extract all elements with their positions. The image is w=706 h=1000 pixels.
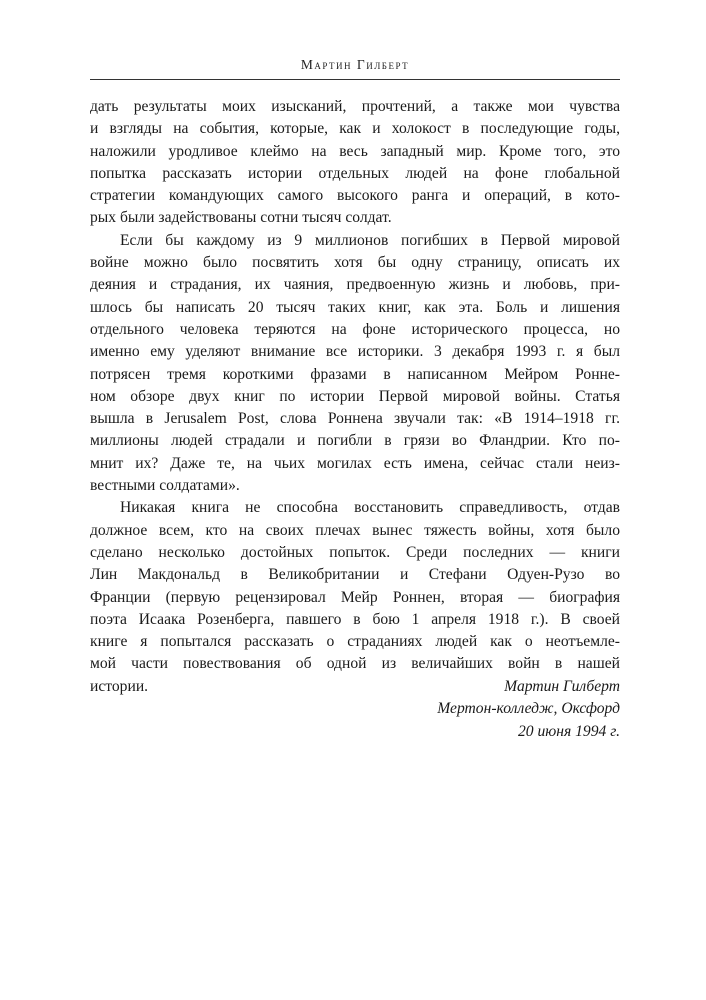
signature-date: 20 июня 1994 г. [517, 722, 620, 740]
paragraph-1 [90, 96, 620, 230]
text-line: ном обзоре двух книг по истории Первой мировой войны. Статья [90, 387, 620, 405]
text-line: шлось бы написать 20 тысяч таких книг, как эта. Боль и лишения [90, 298, 620, 316]
signature-block [437, 676, 620, 743]
text-line: должное всем, кто на своих плечах вынес тяжесть войны, хотя было [90, 521, 620, 539]
text-line: потрясен тремя короткими фразами в написанном Мейром Роннe- [90, 365, 620, 383]
text-line: деяния и страдания, их чаяния, предвоенную жизнь и любовь, при- [90, 276, 620, 294]
text-line: попытка рассказать истории отдельных людей на фоне глобальной [90, 164, 620, 182]
signature-name: Мартин Гилберт [504, 678, 620, 695]
text-line: сделано несколько достойных попыток. Среди последних — книги [90, 543, 620, 561]
paragraph-3 [90, 497, 620, 698]
text-line: мой части повествования об одной из величайших войн в нашей [90, 655, 620, 673]
body-text [90, 96, 620, 698]
text-line: Если бы каждому из 9 миллионов погибших в Первой мировой [120, 231, 620, 249]
text-line: Лин Макдональд в Великобритании и Стефани Одуен-Рузо во [90, 566, 620, 584]
paragraph-2 [90, 230, 620, 498]
text-line: миллионы людей страдали и погибли в грязи во Фландрии. Кто по- [90, 432, 620, 450]
text-line: дать результаты моих изысканий, прочтений, а также мои чувства [90, 98, 620, 115]
text-line: и взгляды на события, которые, как и холокост в последующие годы, [90, 120, 620, 138]
text-line: Никакая книга не способна восстановить справедливость, отдав [120, 499, 620, 517]
text-line: истории. [90, 677, 149, 695]
text-line: наложили уродливое клеймо на весь западный мир. Кроме того, это [90, 142, 620, 160]
signature-place: Мертон-колледж, Оксфорд [437, 700, 620, 718]
text-line: вышла в Jerusalem Post, слова Роннена звучали так: «В 1914–1918 гг. [90, 410, 620, 428]
text-line: мнит их? Даже те, на чьих могилах есть имена, сейчас стали неиз- [90, 454, 620, 472]
text-line: Франции (первую рецензировал Мейр Роннен, вторая — биография [90, 588, 620, 606]
text-line: вестными солдатами». [90, 477, 240, 495]
text-line: стратегии командующих самого высокого ранга и операций, в кото- [90, 187, 620, 205]
header-rule [90, 79, 620, 80]
text-line: книге я попытался рассказать о страданиях людей как о неотъемле- [90, 633, 620, 651]
running-head: Мартин Гилберт [300, 57, 410, 72]
text-line: войне можно было посвятить хотя бы одну страницу, описать их [90, 254, 620, 272]
text-line: именно ему уделяют внимание все историки. 3 декабря 1993 г. я был [90, 343, 620, 361]
text-line: поэта Исаака Розенберга, павшего в бою 1 апреля 1918 г.). В своей [90, 610, 620, 628]
text-line: рых были задействованы сотни тысяч солдат. [90, 209, 392, 227]
text-line: отдельного человека теряются на фоне исторического процесса, но [90, 320, 620, 338]
